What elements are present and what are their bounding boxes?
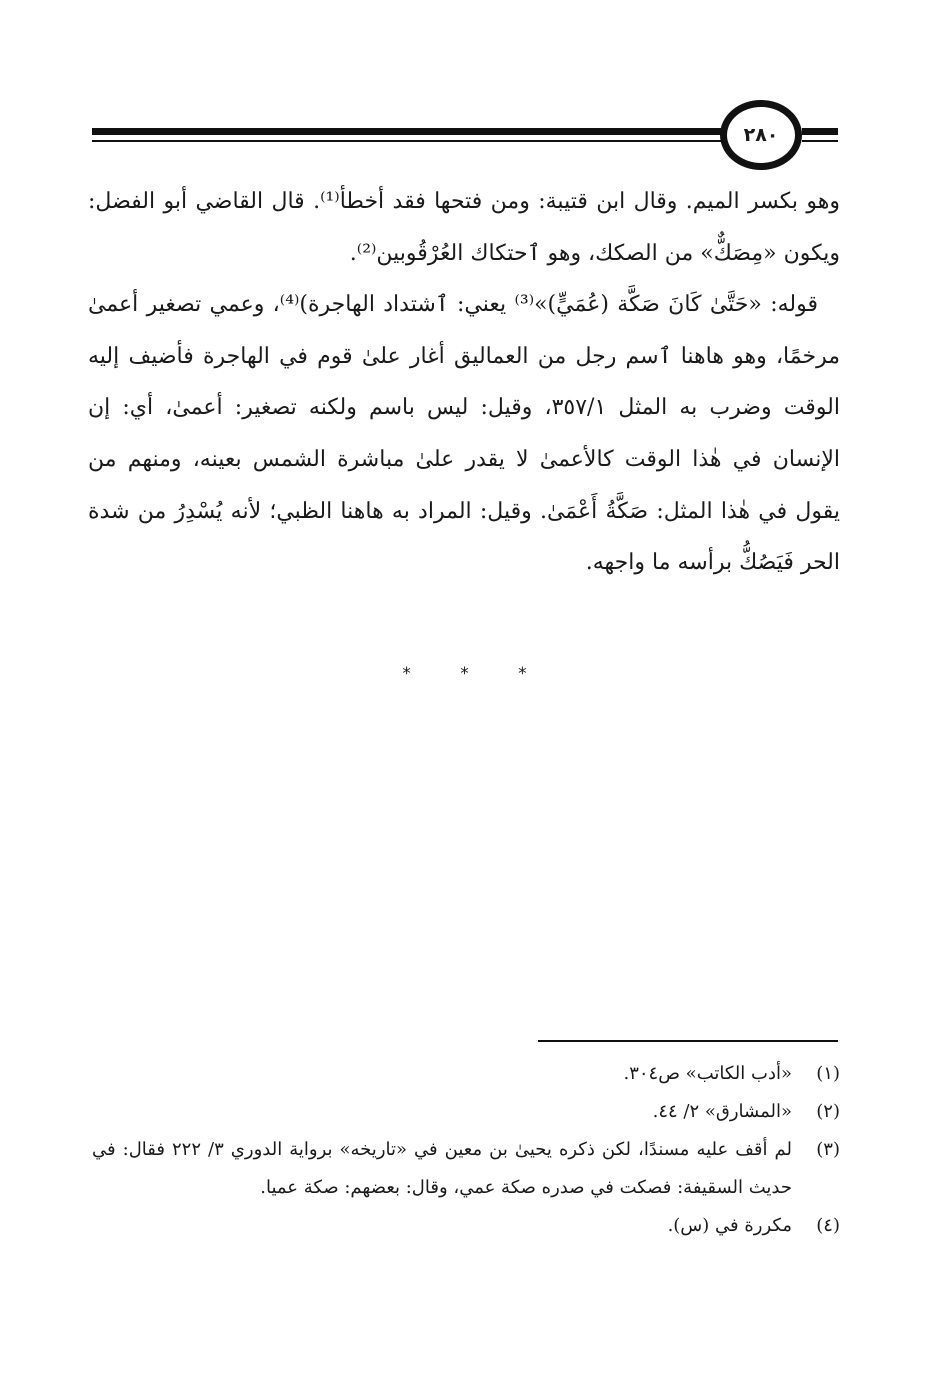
footnote	[92, 1131, 840, 1207]
footnote-number: (٢)	[816, 1101, 840, 1122]
footnote-text: «المشارق» ٢/ ٤٤.	[652, 1101, 792, 1122]
header-rule-right	[802, 128, 838, 135]
footnote-number: (٤)	[816, 1215, 840, 1236]
footnote-text: لم أقف عليه مسندًا، لكن ذكره يحيىٰ بن معين في «تاريخه» برواية الدوري ٣/ ٢٢٢ فقال: في حديث السقيفة: فصكت في صدره صكة عمي، وقال: بعضهم: صكة عميا.	[92, 1139, 792, 1198]
paragraph: قوله: «حَتَّىٰ كَانَ صَكَّة (عُمَيٍّ)»⁽³⁾ يعني: ٱشتداد الهاجرة)⁽⁴⁾، وعمي تصغير أعمىٰ مرخمًا، وهو هاهنا ٱسم رجل من العماليق أغار علىٰ قوم في الهاجرة فأضيف إليه الوقت وضرب به المثل ٣٥٧/١، وقيل: ليس باسم ولكنه تصغير: أعمىٰ، أي: إن الإنسان في هٰذا الوقت كالأعمىٰ لا يقدر علىٰ مباشرة الشمس بعينه، ومنهم من يقول في هٰذا المثل: صَكَّةُ أَعْمَىٰ. وقيل: المراد به هاهنا الظبي؛ لأنه يُسْدِرُ من شدة الحر فَيَصُكُّ برأسه ما واجهه.	[88, 292, 841, 576]
footnote-text: «أدب الكاتب» ص٣٠٤.	[623, 1063, 792, 1084]
page-number-badge	[720, 100, 802, 170]
section-separator: * * *	[402, 664, 549, 684]
footnote-rule	[538, 1040, 838, 1042]
footnote-text: مكررة في (س).	[667, 1215, 792, 1236]
page-header	[0, 0, 951, 190]
footnote	[92, 1093, 840, 1131]
footnote	[92, 1055, 840, 1093]
page-number: ٢٨٠	[743, 124, 779, 146]
body-text	[88, 176, 840, 589]
header-rule-thick	[92, 128, 722, 135]
footnote-number: (١)	[816, 1063, 840, 1084]
footnote	[92, 1207, 840, 1245]
paragraph: وهو بكسر الميم. وقال ابن قتيبة: ومن فتحها فقد أخطأ⁽¹⁾. قال القاضي أبو الفضل: ويكون «مِصَكٌّ» من الصكك، وهو ٱحتكاك العُرْقُوبين⁽²⁾.	[88, 189, 840, 266]
header-rule-right-thin	[802, 140, 838, 142]
footnote-number: (٣)	[816, 1139, 840, 1160]
footnotes	[92, 1055, 840, 1245]
header-rule-thin	[92, 140, 722, 142]
